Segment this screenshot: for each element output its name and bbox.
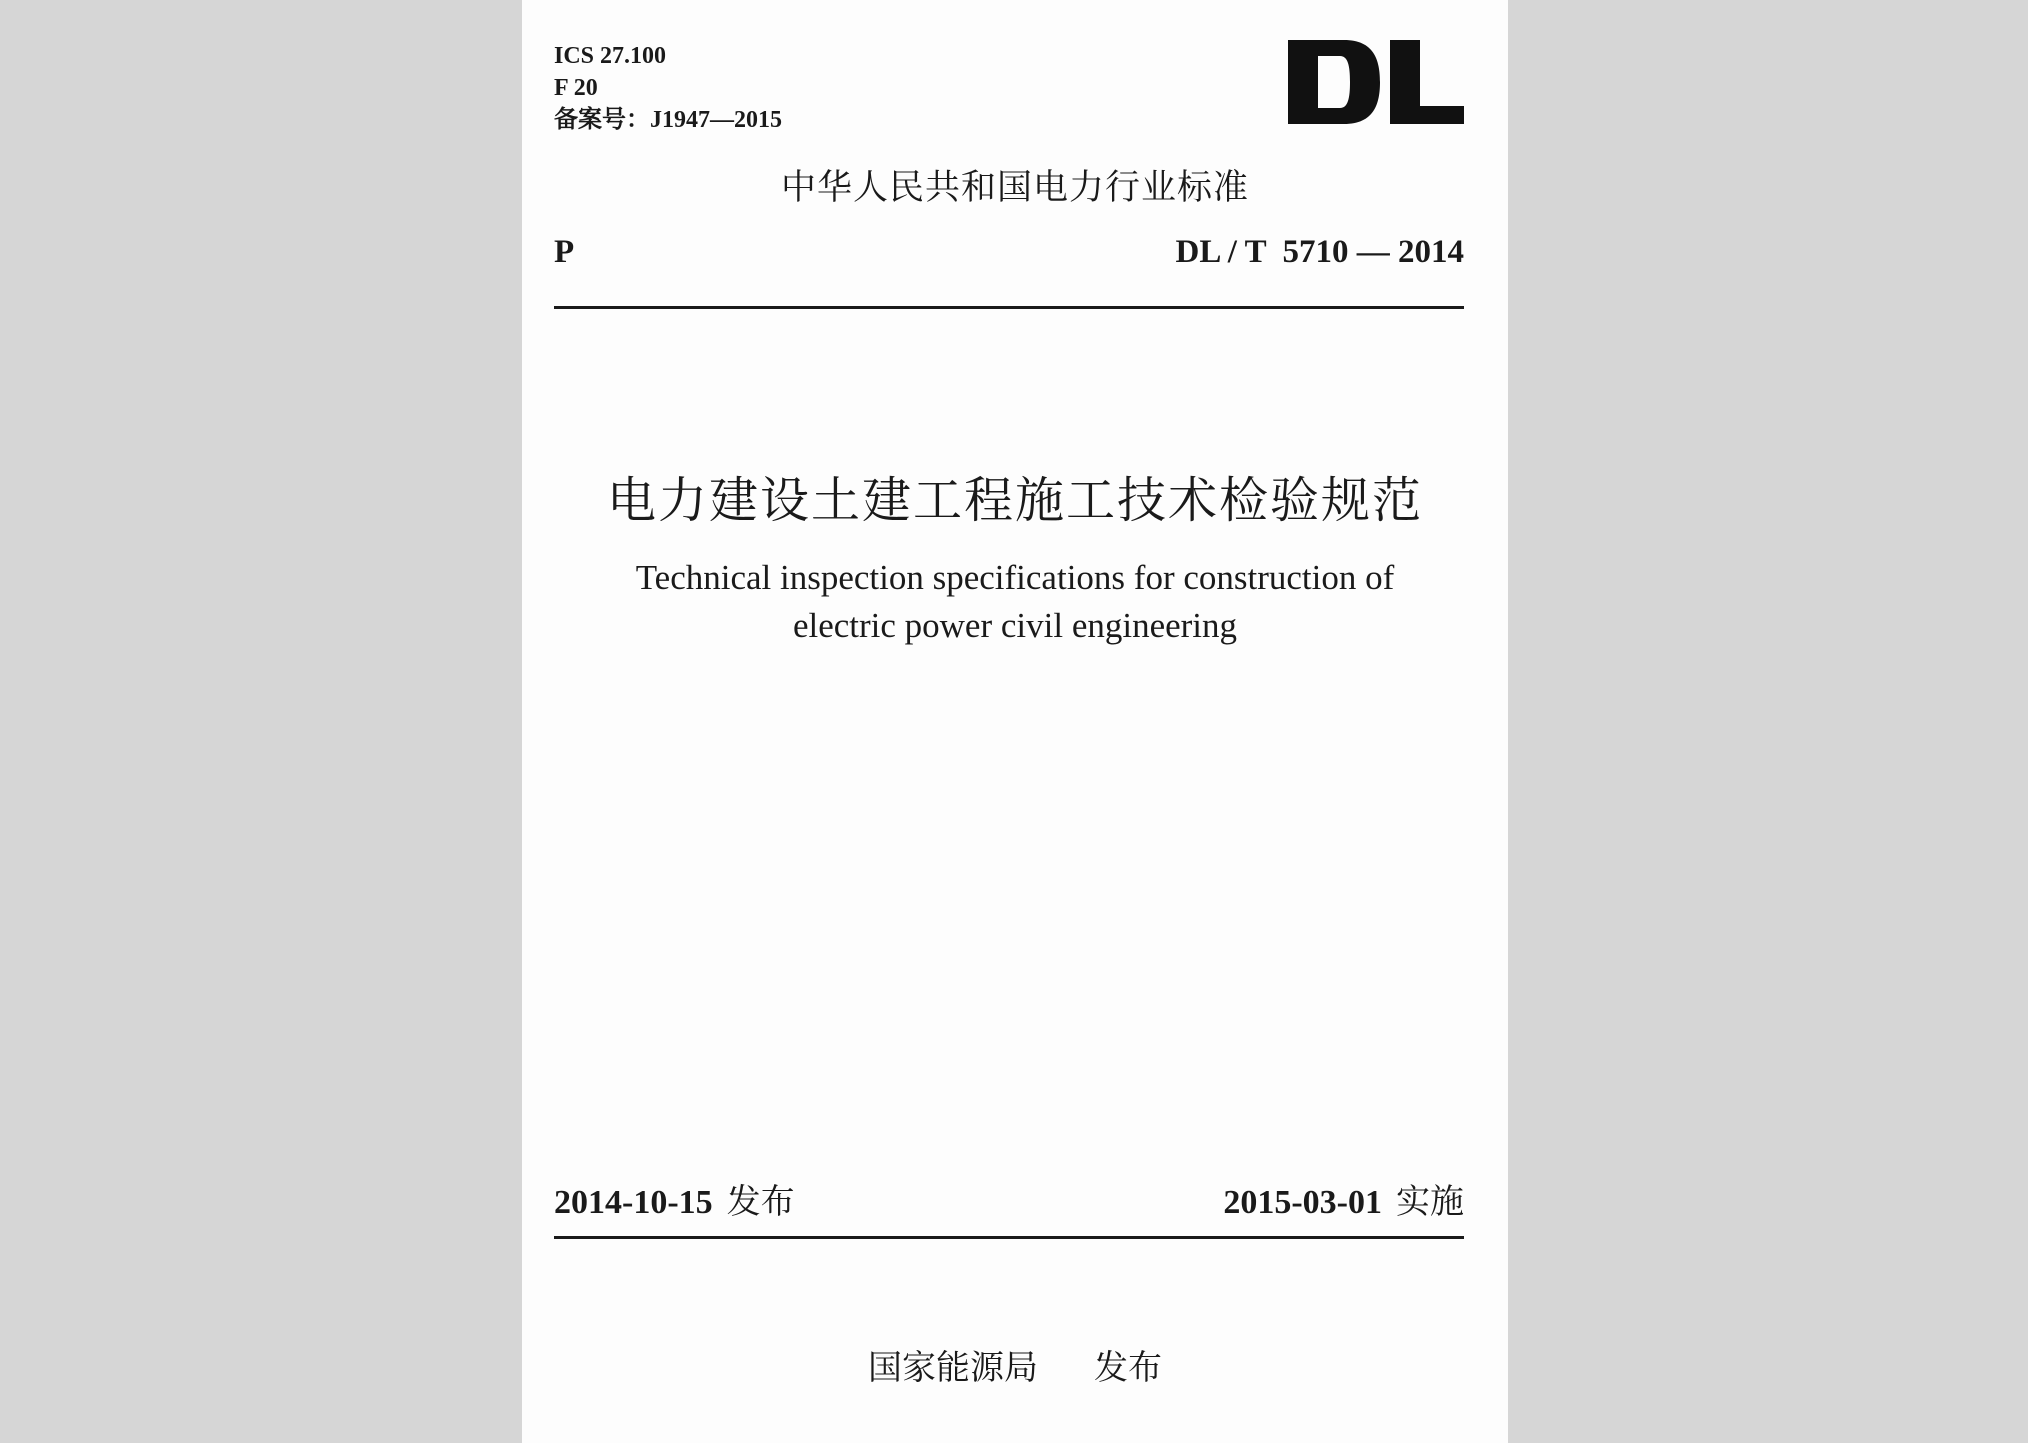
industry-standard-title: 中华人民共和国电力行业标准: [780, 168, 1249, 208]
publisher-action: 发布: [1094, 1348, 1162, 1388]
dl-logo: [1288, 38, 1464, 126]
implement-date-group: [1223, 1174, 1464, 1223]
implement-date: 2015-03-01: [1223, 1184, 1382, 1221]
meta-block: [554, 40, 782, 136]
ccs-code: F 20: [554, 75, 598, 101]
issue-label: 发布: [726, 1182, 795, 1222]
classification-letter: P: [554, 234, 575, 270]
code-row: [554, 234, 1464, 271]
dates-row: [554, 1174, 1464, 1223]
issue-date-group: [554, 1174, 795, 1223]
english-title: [522, 554, 1508, 650]
chinese-title: 电力建设土建工程施工技术检验规范: [606, 472, 1423, 529]
ics-code: ICS 27.100: [554, 43, 667, 69]
english-title-line-2: electric power civil engineering: [792, 606, 1238, 645]
english-title-line-1: Technical inspection specifications for construction of: [635, 558, 1395, 597]
footer-divider: [554, 1236, 1464, 1239]
issue-date: 2014-10-15: [554, 1184, 713, 1221]
standard-cover: [522, 0, 1508, 1443]
filing-number: 备案号：J1947—2015: [554, 107, 782, 133]
header-divider: [554, 306, 1464, 309]
standard-code: DL / T 5710 — 2014: [1175, 234, 1464, 270]
publisher-line: [522, 1340, 1508, 1389]
publisher-name: 国家能源局: [868, 1348, 1038, 1388]
implement-label: 实施: [1396, 1182, 1464, 1222]
